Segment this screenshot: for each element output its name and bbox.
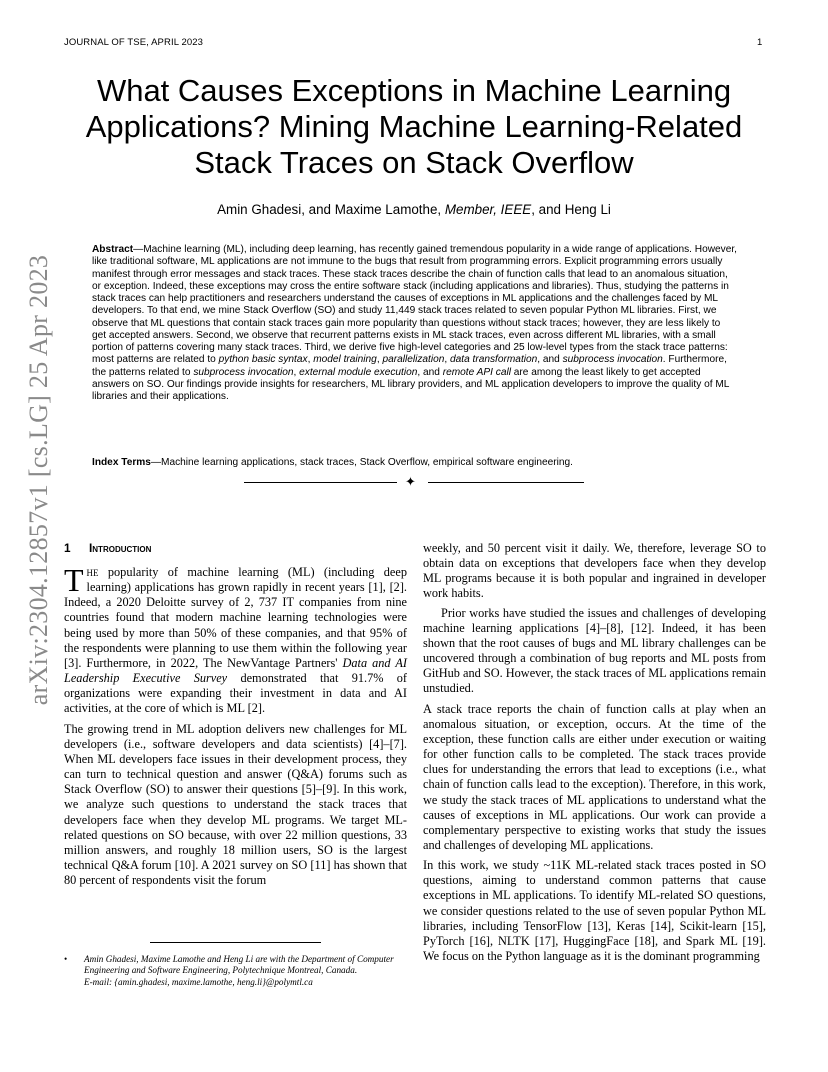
section-heading xyxy=(64,541,407,556)
abstract-text: are among the least likely to get accepted answers on SO. Our findings provide insights for researchers, ML library providers, and ML application developers to improve the quality of ML libraries and their applications. xyxy=(92,366,730,402)
drop-cap: T xyxy=(64,562,84,598)
paragraph xyxy=(64,562,407,717)
abstract-text: . Furthermore, the patterns related to xyxy=(92,354,727,378)
index-terms-text: —Machine learning applications, stack traces, Stack Overflow, empirical software engineering. xyxy=(150,457,573,468)
abstract-emphasis: python basic syntax xyxy=(218,354,308,366)
index-terms xyxy=(92,457,737,469)
body-text: – xyxy=(383,736,390,751)
citation-link[interactable]: [2] xyxy=(389,580,404,595)
citation-link[interactable]: [1] xyxy=(368,580,383,595)
citation-link[interactable]: [14] xyxy=(650,918,672,933)
footnote-bullet: • xyxy=(64,954,68,964)
body-text: , NLTK xyxy=(489,933,535,948)
abstract-text: , and xyxy=(417,366,443,378)
abstract-emphasis: data transformation xyxy=(450,354,538,366)
paper-title xyxy=(40,73,788,181)
body-text: In this work, we study ~11K ML-related stack traces posted in SO questions, aiming to understand common patterns that cause exceptions in ML applications. To identify ML-related SO questions, we consider questions related to the use of seven popular Python ML libraries, including TensorFlow xyxy=(423,858,766,933)
body-text: , xyxy=(620,620,631,635)
author-list xyxy=(40,202,788,217)
abstract-emphasis: subprocess invocation xyxy=(562,354,663,366)
citation-link[interactable]: [13] xyxy=(587,918,608,933)
footnote-affiliation: Amin Ghadesi, Maxime Lamothe and Heng Li are with the Department of Computer Engineering and Software Engineering, Polytechnique Montreal, Canada. xyxy=(84,954,394,976)
body-text: . xyxy=(261,701,266,716)
index-terms-label: Index Terms xyxy=(92,457,151,468)
abstract-text: , xyxy=(444,354,451,366)
body-text: – xyxy=(315,782,323,797)
body-text: , Keras xyxy=(607,918,651,933)
separator-rule-right xyxy=(428,482,584,483)
page-number: 1 xyxy=(757,37,763,48)
abstract-emphasis: remote API call xyxy=(442,366,511,378)
lead-word: he xyxy=(86,565,99,579)
citation-link[interactable]: [12] xyxy=(630,620,652,635)
column-left xyxy=(64,541,407,888)
title-line: Stack Traces on Stack Overflow xyxy=(194,145,634,180)
paragraph xyxy=(64,722,407,889)
citation-link[interactable]: [8] xyxy=(606,620,621,635)
footnote xyxy=(64,954,407,988)
abstract-emphasis: subprocess invocation xyxy=(193,366,294,378)
body-text: . We focus on the Python language as it is the dominant programming xyxy=(423,933,766,964)
body-text: . Furthermore, in 2022, The NewVantage Partners' xyxy=(78,655,343,670)
footnote-rule xyxy=(150,942,321,943)
body-text: . In this work, we analyze such questions to understand the stack traces that developers face when they develop ML programs. We target ML-related questions on SO because, with over 22 million questions, 33 million answers, and roughly 18 million users, SO is the largest technical Q&A forum xyxy=(64,782,407,872)
abstract-text: , xyxy=(376,354,383,366)
title-line: What Causes Exceptions in Machine Learning xyxy=(96,73,732,108)
body-text: demonstrated that 91.7% of organizations were expanding their investment in data and AI activities, at the core of which is ML xyxy=(64,671,407,716)
paragraph xyxy=(423,606,766,697)
body-text: , and Spark ML xyxy=(654,933,743,948)
column-right xyxy=(423,541,766,964)
body-text: , PyTorch xyxy=(423,918,766,948)
body-text: . When ML developers face issues in their development process, they can turn to technical question and answer (Q&A) forums such as Stack Overflow (SO) to answer their questions xyxy=(64,736,407,797)
abstract-emphasis: parallelization xyxy=(382,354,445,366)
body-text: . A 2021 survey on SO xyxy=(195,857,311,872)
title-line: Applications? Mining Machine Learning-Related xyxy=(85,109,743,144)
citation-link[interactable]: [19] xyxy=(742,933,763,948)
separator-rule-left xyxy=(244,482,397,483)
citation-link[interactable]: [4] xyxy=(585,620,601,635)
section-number: 1 xyxy=(64,541,71,555)
emphasis: Data and AI Leadership Executive Survey xyxy=(64,655,407,686)
citation-link[interactable]: [9] xyxy=(322,782,337,797)
running-header: JOURNAL OF TSE, APRIL 2023 xyxy=(64,37,203,48)
author-names: Amin Ghadesi, and Maxime Lamothe, xyxy=(217,202,445,217)
abstract-emphasis: model training xyxy=(313,354,377,366)
arxiv-identifier: arXiv:2304.12857v1 [cs.LG] 25 Apr 2023 xyxy=(24,254,53,706)
body-text: , Scikit-learn xyxy=(671,918,743,933)
body-text: , HuggingFace xyxy=(555,933,635,948)
abstract-text: —Machine learning (ML), including deep learning, has recently gained tremendous popularity in a wide range of applications. However, like traditional software, ML applications are not immune to the bugs that result from programming errors. Explicit programming errors usually manifest through error messages and stack traces. These stack traces describe the chain of function calls that lead to an anomalous situation, or exception. Indeed, these exceptions may cross the entire software stack (including applications and libraries). Thus, studying the patterns in stack traces can help practitioners and researchers understand the causes of exceptions in ML applications and the challenges faced by ML developers. To that end, we mine Stack Overflow (SO) and study 11,449 stack traces related to seven popular Python ML libraries. First, we observe that ML questions that contain stack traces gain more popularity than questions without stack traces; however, they are less likely to get accepted answers. Second, we observe that recurrent patterns exists in ML stack traces, even across different ML libraries, with a small portion of patterns covering many stack traces. Third, we derive five high-level categories and 25 low-level types from the stack trace patterns: most patterns are related to xyxy=(92,244,737,366)
author-membership: Member, IEEE xyxy=(444,202,532,217)
abstract-text: , xyxy=(307,354,314,366)
citation-link[interactable]: [17] xyxy=(534,933,556,948)
author-names: , and Heng Li xyxy=(531,202,611,217)
paragraph xyxy=(423,858,766,964)
abstract-text: , and xyxy=(537,354,563,366)
citation-link[interactable]: [2] xyxy=(247,701,262,716)
footnote-email: E-mail: {amin.ghadesi, maxime.lamothe, heng.li}@polymtl.ca xyxy=(84,976,313,987)
citation-link[interactable]: [15] xyxy=(742,918,763,933)
body-text: – xyxy=(600,620,607,635)
abstract-text: , xyxy=(293,366,300,378)
abstract-label: Abstract xyxy=(92,244,134,255)
citation-link[interactable]: [4] xyxy=(369,736,384,751)
citation-link[interactable]: [16] xyxy=(469,933,490,948)
citation-link[interactable]: [3] xyxy=(64,655,79,670)
citation-link[interactable]: [7] xyxy=(389,736,404,751)
body-text: Prior works have studied the issues and challenges of developing machine learning applications xyxy=(423,605,766,635)
citation-link[interactable]: [11] xyxy=(310,857,331,872)
citation-link[interactable]: [10] xyxy=(174,857,196,872)
citation-link[interactable]: [18] xyxy=(634,933,655,948)
abstract-emphasis: external module execution xyxy=(299,366,418,378)
abstract xyxy=(92,244,737,403)
body-text: popularity of machine learning (ML) (including deep learning) applications has grown rapidly in recent years xyxy=(86,565,407,595)
body-text: The growing trend in ML adoption delivers new challenges for ML developers (i.e., software developers and data scientists) xyxy=(64,721,407,751)
body-text: , xyxy=(382,580,390,595)
paragraph: A stack trace reports the chain of function calls at play when an anomalous situation, or exception, occurs. At the time of the exception, these function calls are either under execution or waiting for other function calls to be completed. The stack traces provide clues for understanding the errors that lead to exceptions (i.e., what chain of function calls lead to the exception). Therefore, in this work, we study the stack traces of ML applications to understand what the causes of exceptions in ML applications. Our work can provide a complementary perspective to existing works that study the issues and challenges of developing ML applications. xyxy=(423,701,766,852)
body-text: has shown that 80 percent of respondents visit the forum xyxy=(64,857,407,888)
separator-diamond-icon: ✦ xyxy=(405,474,416,489)
citation-link[interactable]: [5] xyxy=(301,782,316,797)
paragraph: weekly, and 50 percent visit it daily. We, therefore, leverage SO to obtain data on exceptions that developers face when they develop ML programs because it is both popular and ingrained in developer work habits. xyxy=(423,541,766,601)
body-text: . Indeed, a 2020 Deloitte survey of 2, 737 IT companies from nine countries found that modern machine learning technologies were being used by more than 50% of these companies, and that 95% of the respondents were planning to use them within the following year xyxy=(64,580,407,655)
body-text: . Indeed, it has been shown that the root causes of bugs and ML library challenges can be uncovered through a combination of bug reports and ML posts from GitHub and SO. However, the stack traces of ML applications remain unstudied. xyxy=(423,620,766,696)
section-title: Introduction xyxy=(89,541,152,555)
